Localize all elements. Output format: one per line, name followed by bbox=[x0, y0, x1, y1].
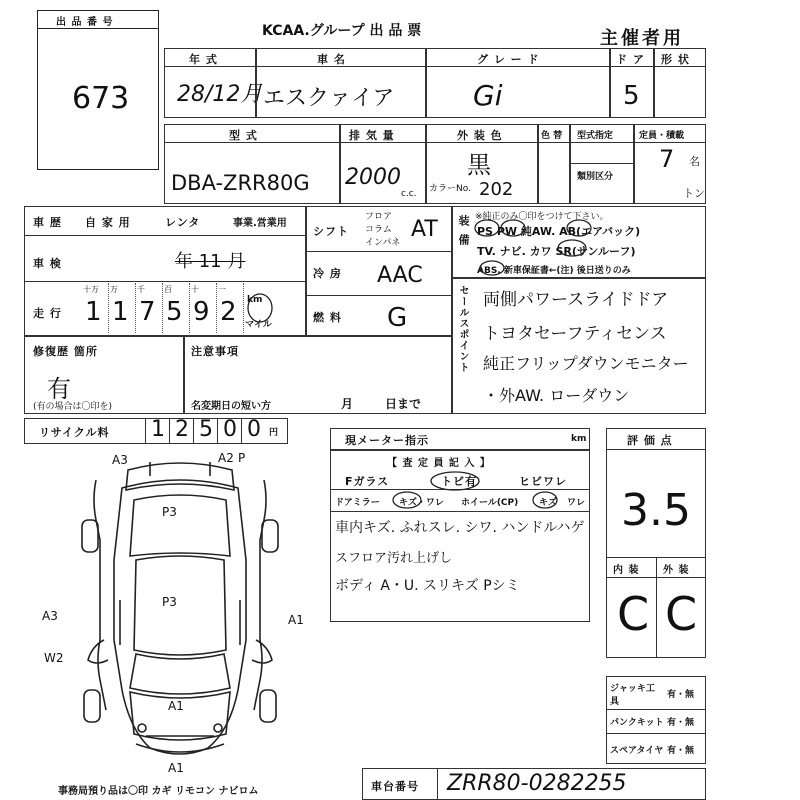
mileage-digit-cell bbox=[135, 283, 163, 333]
mileage-digit-label: 千 bbox=[137, 285, 145, 294]
mark-left-mirror: W2 bbox=[44, 651, 64, 665]
mileage-row bbox=[81, 283, 301, 335]
exterior-grade: C bbox=[665, 587, 698, 641]
spare-yesno: 有・無 bbox=[667, 746, 695, 756]
mark-rear-right: A2 bbox=[218, 451, 234, 465]
notices-block bbox=[184, 336, 452, 414]
mark-rear-right-p: P bbox=[238, 451, 246, 465]
shift-divider bbox=[307, 251, 451, 252]
mileage-digit: 5 bbox=[166, 297, 183, 327]
rental-use: レンタ bbox=[165, 216, 201, 229]
recycle-digit-cell bbox=[241, 419, 266, 443]
selling-point-2: トヨタセーフティセンス bbox=[483, 324, 667, 344]
rating-divider-top bbox=[607, 449, 705, 450]
year-divider bbox=[165, 66, 255, 67]
car-name-label: 車 名 bbox=[317, 53, 346, 66]
mark-roof: P3 bbox=[162, 595, 177, 609]
color-label: 外 装 色 bbox=[457, 129, 503, 142]
selling-point-4: ・外AW. ローダウン bbox=[483, 386, 630, 405]
mileage-mile-unit: マイル bbox=[245, 320, 272, 330]
displacement-value: 2000 bbox=[345, 165, 401, 190]
year-value: 28/12月 bbox=[177, 82, 263, 107]
mark-rear-window: P3 bbox=[162, 505, 177, 519]
glass-crack: ヒビワレ bbox=[519, 475, 567, 488]
chassis-label: 車台番号 bbox=[371, 780, 419, 793]
lot-label-divider bbox=[38, 28, 158, 29]
mark-right-side: A1 bbox=[288, 613, 304, 627]
glass-divider bbox=[331, 489, 589, 490]
car-name-value: エスクァイア bbox=[263, 86, 395, 111]
ton-unit: トン bbox=[683, 187, 705, 200]
usage-block bbox=[24, 206, 306, 336]
recycle-digit: 2 bbox=[175, 417, 189, 442]
header-title: KCAA.グループ 出 品 票 bbox=[262, 23, 422, 39]
rating-divider-vert bbox=[656, 557, 657, 657]
mileage-digit-cell bbox=[216, 283, 244, 333]
glass-value: トビ有 bbox=[441, 475, 477, 488]
wheel-crack: ワレ bbox=[567, 498, 586, 508]
selling-point-1: 両側パワースライドドア bbox=[483, 290, 669, 310]
mark-left-side: A3 bbox=[42, 609, 58, 623]
puncture-label: パンクキット bbox=[610, 718, 664, 728]
private-use: 自 家 用 bbox=[85, 216, 131, 229]
fuel-value: G bbox=[387, 303, 408, 333]
tools-divider-2 bbox=[607, 733, 705, 734]
spare-label: スペアタイヤ bbox=[610, 746, 664, 756]
inspection-value: 年 11 月 bbox=[175, 251, 246, 272]
inspection-header: 【 査 定 員 記 入 】 bbox=[387, 458, 491, 469]
meter-cell bbox=[330, 428, 590, 450]
recycle-digit-cell bbox=[169, 419, 194, 443]
grade-divider bbox=[427, 66, 609, 67]
disp-divider bbox=[341, 142, 425, 143]
recycle-yen-unit: 円 bbox=[269, 428, 279, 438]
mileage-digit: 1 bbox=[112, 297, 129, 327]
color-swap-cell bbox=[538, 124, 570, 204]
recycle-digit-cell bbox=[193, 419, 218, 443]
fuel-label: 燃 料 bbox=[313, 311, 342, 324]
doors-label: ド ア bbox=[616, 53, 645, 66]
displacement-cell bbox=[340, 124, 426, 204]
mileage-digit-cell bbox=[108, 283, 136, 333]
wheel-value: キズ bbox=[539, 498, 557, 508]
shape-divider bbox=[655, 66, 705, 67]
color-swap-label: 色 替 bbox=[541, 131, 563, 141]
shape-label: 形 状 bbox=[661, 53, 690, 66]
capacity-label: 定員・積載 bbox=[639, 131, 685, 141]
rating-block bbox=[606, 428, 706, 658]
ac-divider bbox=[307, 295, 451, 296]
mileage-digit-label: 十万 bbox=[83, 285, 99, 294]
name-change-label: 名変期日の短い方 bbox=[191, 401, 271, 412]
mileage-km-unit: km bbox=[247, 295, 263, 305]
cap-divider bbox=[635, 142, 705, 143]
mirror-divider bbox=[331, 511, 589, 512]
shift-value: AT bbox=[411, 217, 438, 242]
shape-cell bbox=[654, 48, 706, 118]
mileage-digit-label: 百 bbox=[164, 285, 172, 294]
mark-rear-left: A3 bbox=[112, 453, 128, 467]
grade-label: グ レ ー ド bbox=[477, 53, 540, 66]
color-divider bbox=[427, 142, 537, 143]
color-cell bbox=[426, 124, 538, 204]
model-value: DBA-ZRR80G bbox=[171, 171, 310, 195]
grade-cell bbox=[426, 48, 610, 118]
recycle-digit: 0 bbox=[223, 417, 237, 442]
color-no-value: 202 bbox=[479, 179, 514, 200]
mileage-digit-label: 十 bbox=[191, 285, 199, 294]
shift-column: コラム bbox=[365, 225, 392, 235]
equipment-row2: TV. ナビ. カワ SR(サンルーフ) bbox=[477, 245, 636, 258]
shift-instrument: インパネ bbox=[365, 238, 401, 248]
shift-floor: フロア bbox=[365, 212, 393, 222]
lot-number-box bbox=[37, 10, 159, 170]
recycle-label: リサイクル料 bbox=[39, 426, 110, 439]
puncture-yesno: 有・無 bbox=[667, 718, 695, 728]
doors-value: 5 bbox=[623, 81, 640, 111]
equipment-note: ※純正のみ〇印をつけて下さい。 bbox=[475, 212, 609, 222]
history-divider bbox=[25, 235, 305, 236]
color-value: 黒 bbox=[467, 151, 491, 179]
year-label: 年 式 bbox=[189, 53, 218, 66]
chassis-block bbox=[362, 768, 706, 800]
jack-yesno: 有・無 bbox=[667, 690, 695, 700]
name-divider bbox=[257, 66, 425, 67]
year-cell bbox=[164, 48, 263, 118]
inspection-label: 車 検 bbox=[33, 257, 62, 270]
recycle-digit: 0 bbox=[247, 417, 261, 442]
jack-label: ジャッキ工具 bbox=[610, 684, 655, 707]
lot-number-value: 673 bbox=[72, 81, 130, 116]
notice-day: 日まで bbox=[385, 397, 422, 411]
recycle-digits bbox=[145, 419, 287, 443]
mileage-digit-label: 万 bbox=[110, 285, 118, 294]
selling-points-block bbox=[452, 278, 706, 414]
glass-label: Fガラス bbox=[345, 475, 390, 488]
ac-label: 冷 房 bbox=[313, 267, 342, 280]
equipment-block bbox=[452, 206, 706, 278]
mirror-label: ドアミラー bbox=[335, 498, 380, 508]
repair-note: (有の場合は〇印を) bbox=[33, 402, 113, 412]
capacity-unit: 名 bbox=[689, 155, 700, 168]
inspection-comment-2: スフロア汚れ上げし bbox=[335, 551, 453, 566]
recycle-digit: 1 bbox=[151, 417, 165, 442]
class-label: 類別区分 bbox=[577, 172, 614, 182]
notice-month: 月 bbox=[341, 397, 354, 411]
model-divider bbox=[165, 142, 339, 143]
meter-label: 現メーター指示 bbox=[345, 434, 429, 447]
mark-hood: A1 bbox=[168, 699, 184, 713]
chassis-value: ZRR80-0282255 bbox=[447, 771, 627, 796]
recycle-digit-cell bbox=[217, 419, 242, 443]
spec-divider bbox=[571, 142, 633, 143]
repair-value: 有 bbox=[47, 375, 71, 403]
doors-divider bbox=[611, 66, 653, 67]
type-spec-label: 型式指定 bbox=[577, 131, 614, 141]
inspection-divider bbox=[25, 281, 305, 282]
mileage-digit-cell bbox=[81, 283, 109, 333]
selling-points-label: セールスポイント bbox=[457, 285, 468, 373]
mileage-digit: 9 bbox=[193, 297, 210, 327]
car-name-cell bbox=[256, 48, 426, 118]
cc-unit: c.c. bbox=[401, 189, 417, 199]
meter-unit: km bbox=[571, 434, 587, 444]
chassis-divider bbox=[437, 769, 438, 799]
mark-front: A1 bbox=[168, 761, 184, 775]
recycle-digit-cell bbox=[145, 419, 170, 443]
rating-label: 評 価 点 bbox=[627, 434, 673, 447]
inspection-comment-1: 車内キズ. ふれスレ. シワ. ハンドルハゲ bbox=[335, 520, 585, 536]
mileage-digit-cell bbox=[189, 283, 217, 333]
tools-block bbox=[606, 676, 706, 764]
capacity-cell bbox=[634, 124, 706, 204]
mileage-digit: 7 bbox=[139, 297, 156, 327]
business-use: 事業.営業用 bbox=[233, 218, 287, 229]
mileage-label: 走 行 bbox=[33, 307, 62, 320]
mileage-digit: 1 bbox=[85, 297, 102, 327]
exterior-label: 外 装 bbox=[663, 565, 690, 576]
inspection-comment-3: ボディ A・U. スリキズ Pシミ bbox=[335, 578, 520, 594]
model-label: 型 式 bbox=[229, 129, 258, 142]
grade-value: Gi bbox=[473, 79, 503, 112]
equipment-row3: ABS. 新車保証書←(注) 後日送りのみ bbox=[477, 266, 631, 276]
repair-block bbox=[24, 336, 184, 414]
ac-value: AAC bbox=[377, 263, 423, 288]
repair-label: 修復歴 箇所 bbox=[33, 345, 98, 358]
type-spec-cell bbox=[570, 124, 634, 204]
interior-label: 内 装 bbox=[613, 565, 640, 576]
wheel-label: ホイール(CP) bbox=[461, 498, 519, 508]
notices-label: 注意事項 bbox=[191, 345, 239, 358]
swap-divider bbox=[539, 142, 569, 143]
recycle-block bbox=[24, 418, 288, 444]
color-no-label: カラーNo. bbox=[429, 184, 471, 194]
selling-point-3: 純正フリップダウンモニター bbox=[483, 354, 689, 373]
rating-score: 3.5 bbox=[621, 485, 691, 536]
displacement-label: 排 気 量 bbox=[349, 129, 395, 142]
shift-label: シフト bbox=[313, 225, 349, 238]
history-label: 車 歴 bbox=[33, 216, 62, 229]
mileage-digit-cell bbox=[162, 283, 190, 333]
tools-divider-1 bbox=[607, 709, 705, 710]
class-divider bbox=[571, 163, 633, 164]
capacity-value: 7 bbox=[659, 145, 675, 173]
mileage-digit: 2 bbox=[220, 297, 237, 327]
equipment-row1: PS PW 純AW. AB(エアバック) bbox=[477, 225, 641, 238]
mileage-digit-label: 一 bbox=[218, 285, 226, 294]
office-note: 事務局預り品は〇印 カギ リモコン ナビロム bbox=[58, 786, 259, 797]
equipment-side-label: 装 備 bbox=[457, 215, 470, 247]
recycle-digit: 5 bbox=[199, 417, 213, 442]
model-cell bbox=[164, 124, 340, 204]
interior-grade: C bbox=[617, 587, 650, 641]
mirror-value: キズ・ワレ bbox=[399, 498, 444, 508]
doors-cell bbox=[610, 48, 654, 118]
mech-block bbox=[306, 206, 452, 336]
inspection-block bbox=[330, 450, 590, 622]
lot-number-label: 出 品 番 号 bbox=[56, 17, 114, 28]
organizer-label: 主催者用 bbox=[600, 28, 684, 49]
